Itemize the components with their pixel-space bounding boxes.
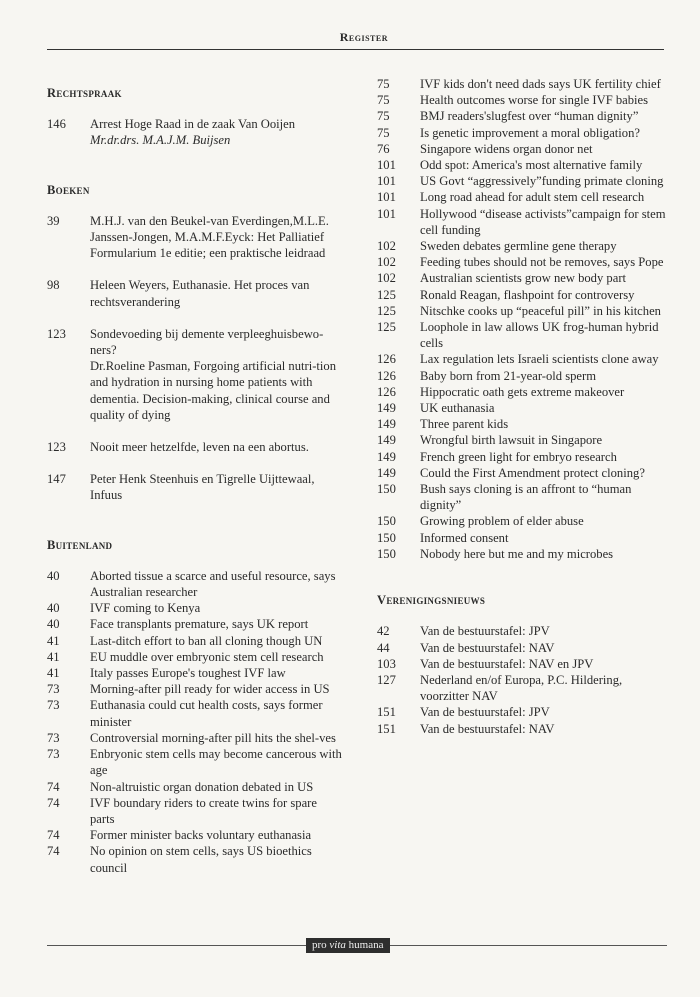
section-rechtspraak	[47, 85, 342, 149]
page-number: 101	[377, 206, 396, 221]
page-number: 42	[377, 624, 390, 639]
list-item	[377, 141, 667, 157]
page-number: 102	[377, 271, 396, 286]
header-rule	[47, 49, 664, 50]
list-item	[47, 471, 342, 503]
page-number: 146	[47, 117, 66, 132]
list-item	[377, 92, 667, 108]
page-number: 73	[47, 698, 60, 713]
page-number: 150	[377, 546, 396, 561]
section-title: Verenigingsnieuws	[377, 593, 486, 608]
entry-text	[90, 326, 342, 423]
footer-emph: vita	[329, 939, 346, 951]
entry-title: Sweden debates germline gene therapy	[420, 239, 617, 254]
entry-title: Sondevoeding bij demente verpleeghuisbewo-ners?	[90, 326, 324, 358]
section-title: Boeken	[47, 182, 90, 197]
page-number: 125	[377, 303, 396, 318]
entry-title: Odd spot: America's most alternative family	[420, 158, 643, 173]
entry-text	[420, 92, 667, 108]
entry-title: IVF kids don't need dads says UK fertility chief	[420, 77, 661, 91]
list-item	[377, 432, 667, 448]
entry-text	[420, 189, 667, 205]
entry-text	[420, 530, 667, 546]
list-item	[377, 108, 667, 124]
list-item	[377, 319, 667, 351]
footer-post: humana	[345, 939, 384, 951]
list-item	[377, 384, 667, 400]
entry-text	[420, 449, 667, 465]
list-item	[47, 649, 342, 665]
left-column	[47, 76, 342, 909]
entry-text	[420, 546, 667, 562]
entry-title: Lax regulation lets Israeli scientists clone away	[420, 352, 659, 367]
entry-text	[90, 277, 342, 309]
entry-text	[420, 108, 667, 124]
entry-text	[90, 665, 342, 681]
list-item	[377, 481, 667, 513]
entry-text	[420, 141, 667, 157]
list-item	[47, 116, 342, 148]
list-item	[377, 546, 667, 562]
list-item	[377, 656, 667, 672]
entry-text	[420, 351, 667, 367]
entry-text	[90, 795, 342, 827]
section-boeken	[47, 182, 342, 504]
entry-text	[90, 649, 342, 665]
list-item	[47, 730, 342, 746]
entry-text	[420, 238, 667, 254]
page-number: 101	[377, 190, 396, 205]
list-item	[47, 665, 342, 681]
entry-title: Nederland en/of Europa, P.C. Hildering, voorzitter NAV	[420, 672, 623, 704]
entry-title: Peter Henk Steenhuis en Tigrelle Uijttewaal, Infuus	[90, 472, 315, 503]
list-item	[377, 157, 667, 173]
entry-title: Nobody here but me and my microbes	[420, 546, 614, 561]
footer-pre: pro	[312, 939, 330, 951]
entry-text	[420, 303, 667, 319]
entry-text	[420, 640, 667, 656]
entry-text	[90, 779, 342, 795]
page-number: 73	[47, 747, 60, 762]
entry-title: Enbryonic stem cells may become cancerous with age	[90, 747, 342, 778]
page-number: 125	[377, 287, 396, 302]
page-number: 123	[47, 440, 66, 455]
page-number: 74	[47, 828, 60, 843]
list-item	[377, 238, 667, 254]
list-item	[47, 746, 342, 778]
entry-text	[420, 416, 667, 432]
entry-title: Nitschke cooks up “peaceful pill” in his kitchen	[420, 303, 661, 318]
entry-list	[47, 213, 342, 504]
section-verenigingsnieuws	[377, 592, 667, 737]
entry-text	[420, 287, 667, 303]
page-number: 75	[377, 125, 390, 140]
entry-title: Singapore widens organ donor net	[420, 141, 593, 156]
entry-text	[90, 827, 342, 843]
page-number: 74	[47, 779, 60, 794]
entry-title: Arrest Hoge Raad in de zaak Van Ooijen	[90, 117, 296, 132]
list-item	[377, 640, 667, 656]
entry-text	[420, 157, 667, 173]
list-item	[377, 125, 667, 141]
page-number: 149	[377, 433, 396, 448]
page-number: 41	[47, 666, 60, 681]
page-number: 40	[47, 568, 60, 583]
entry-title: Three parent kids	[420, 417, 509, 432]
list-item	[377, 400, 667, 416]
list-item	[377, 530, 667, 546]
list-item	[47, 568, 342, 600]
list-item	[377, 672, 667, 704]
list-item	[377, 368, 667, 384]
entry-title: Health outcomes worse for single IVF babies	[420, 93, 649, 108]
page-number: 101	[377, 174, 396, 189]
list-item	[377, 623, 667, 639]
page-number: 150	[377, 514, 396, 529]
entry-text	[420, 623, 667, 639]
entry-text	[90, 843, 342, 875]
entry-list	[377, 76, 667, 562]
entry-title: Bush says cloning is an affront to “human dignity”	[420, 482, 632, 513]
entry-text	[90, 471, 342, 503]
page-number: 39	[47, 213, 60, 228]
page-number: 126	[377, 352, 396, 367]
page-number: 126	[377, 368, 396, 383]
list-item	[47, 277, 342, 309]
entry-title: Australian scientists grow new body part	[420, 271, 627, 286]
list-item	[47, 326, 342, 423]
list-item	[377, 351, 667, 367]
list-item	[377, 287, 667, 303]
entry-title: Van de bestuurstafel: JPV	[420, 624, 550, 639]
list-item	[377, 173, 667, 189]
page-number: 40	[47, 617, 60, 632]
entry-text	[90, 730, 342, 746]
list-item	[47, 213, 342, 262]
list-item	[377, 303, 667, 319]
entry-list	[377, 623, 667, 736]
entry-subtitle: Dr.Roeline Pasman, Forgoing artificial nutri-tion and hydration in nursing home patients with dementia. Decision-making, clinical course and quality of dying	[90, 359, 337, 422]
list-item	[377, 513, 667, 529]
entry-text	[90, 616, 342, 632]
section-buitenland-continued	[377, 76, 667, 562]
list-item	[47, 843, 342, 875]
entry-title: Growing problem of elder abuse	[420, 514, 584, 529]
entry-text	[420, 173, 667, 189]
entry-text	[420, 721, 667, 737]
page-number: 151	[377, 705, 396, 720]
page-number: 101	[377, 158, 396, 173]
entry-title: IVF coming to Kenya	[90, 601, 201, 616]
page-number: 149	[377, 465, 396, 480]
entry-text	[420, 672, 667, 704]
page-number: 98	[47, 278, 60, 293]
right-column	[377, 76, 667, 737]
entry-title: Feeding tubes should not be removes, says Pope	[420, 255, 664, 270]
entry-text	[420, 319, 667, 351]
entry-text	[420, 513, 667, 529]
entry-title: Former minister backs voluntary euthanasia	[90, 828, 312, 843]
entry-title: Nooit meer hetzelfde, leven na een abortus.	[90, 440, 309, 455]
section-buitenland	[47, 537, 342, 876]
list-item	[47, 697, 342, 729]
entry-title: Is genetic improvement a moral obligation?	[420, 125, 640, 140]
entry-title: Non-altruistic organ donation debated in US	[90, 779, 314, 794]
entry-title: UK euthanasia	[420, 401, 495, 416]
entry-text	[90, 439, 342, 455]
entry-title: Heleen Weyers, Euthanasie. Het proces van rechtsverandering	[90, 278, 310, 309]
page-number: 76	[377, 141, 390, 156]
list-item	[47, 681, 342, 697]
footer-journal-name	[306, 938, 390, 953]
page-number: 151	[377, 721, 396, 736]
entry-title: Van de bestuurstafel: JPV	[420, 705, 550, 720]
page-header-title: Register	[339, 30, 388, 44]
page-number: 40	[47, 601, 60, 616]
entry-text	[420, 704, 667, 720]
list-item	[47, 439, 342, 455]
entry-text	[90, 681, 342, 697]
entry-title: Italy passes Europe's toughest IVF law	[90, 666, 286, 681]
page-number: 75	[377, 109, 390, 124]
entry-title: No opinion on stem cells, says US bioethics council	[90, 844, 312, 875]
entry-text	[420, 206, 667, 238]
list-item	[377, 206, 667, 238]
entry-title: EU muddle over embryonic stem cell research	[90, 649, 324, 664]
list-item	[377, 465, 667, 481]
page-number: 123	[47, 326, 66, 341]
entry-text	[90, 116, 342, 148]
entry-title: Last-ditch effort to ban all cloning though UN	[90, 633, 323, 648]
list-item	[47, 795, 342, 827]
entry-text	[90, 697, 342, 729]
entry-title: Van de bestuurstafel: NAV en JPV	[420, 656, 594, 671]
list-item	[377, 189, 667, 205]
entry-title: Long road ahead for adult stem cell research	[420, 190, 645, 205]
entry-title: Face transplants premature, says UK report	[90, 617, 309, 632]
list-item	[47, 633, 342, 649]
entry-text	[420, 368, 667, 384]
section-title: Rechtspraak	[47, 86, 122, 100]
page-number: 149	[377, 417, 396, 432]
entry-title: Could the First Amendment protect cloning?	[420, 465, 645, 480]
page-number: 149	[377, 401, 396, 416]
entry-text	[420, 481, 667, 513]
page-number: 150	[377, 482, 396, 497]
list-item	[377, 76, 667, 92]
page-number: 102	[377, 255, 396, 270]
page-number: 44	[377, 640, 390, 655]
entry-title: Baby born from 21-year-old sperm	[420, 368, 597, 383]
list-item	[47, 779, 342, 795]
entry-text	[90, 746, 342, 778]
entry-title: Morning-after pill ready for wider access in US	[90, 682, 330, 697]
entry-text	[420, 125, 667, 141]
list-item	[377, 416, 667, 432]
entry-title: Ronald Reagan, flashpoint for controversy	[420, 287, 635, 302]
list-item	[377, 270, 667, 286]
page-number: 125	[377, 320, 396, 335]
section-title: Buitenland	[47, 537, 113, 552]
entry-text	[90, 568, 342, 600]
list-item	[377, 449, 667, 465]
entry-text	[420, 465, 667, 481]
entry-title: French green light for embryo research	[420, 449, 617, 464]
entry-text	[420, 656, 667, 672]
entry-title: Euthanasia could cut health costs, says former minister	[90, 698, 323, 729]
entry-text	[90, 633, 342, 649]
page-number: 75	[377, 77, 390, 91]
list-item	[47, 600, 342, 616]
entry-title: Loophole in law allows UK frog-human hybrid cells	[420, 320, 659, 351]
page-number: 41	[47, 633, 60, 648]
list-item	[47, 616, 342, 632]
entry-text	[90, 600, 342, 616]
entry-text	[420, 432, 667, 448]
page-number: 103	[377, 656, 396, 671]
entry-text	[420, 400, 667, 416]
entry-text	[420, 384, 667, 400]
entry-title: Van de bestuurstafel: NAV	[420, 640, 555, 655]
page-number: 74	[47, 795, 60, 810]
page-number: 75	[377, 93, 390, 108]
entry-title: Controversial morning-after pill hits the shel-ves	[90, 730, 336, 745]
entry-list	[47, 568, 342, 876]
page-number: 41	[47, 649, 60, 664]
entry-title: US Govt “aggressively”funding primate cloning	[420, 174, 664, 189]
page-number: 150	[377, 530, 396, 545]
page-number: 74	[47, 844, 60, 859]
page-number: 127	[377, 672, 396, 687]
list-item	[47, 827, 342, 843]
page-number: 126	[377, 384, 396, 399]
entry-title: M.H.J. van den Beukel-van Everdingen,M.L.E. Janssen-Jongen, M.A.M.F.Eyck: Het Palliatief Formularium 1e editie; een praktische leidraad	[90, 213, 329, 261]
list-item	[377, 721, 667, 737]
entry-title: Van de bestuurstafel: NAV	[420, 721, 555, 736]
entry-title: Hippocratic oath gets extreme makeover	[420, 384, 625, 399]
list-item	[377, 704, 667, 720]
entry-author: Mr.dr.drs. M.A.J.M. Buijsen	[90, 133, 231, 148]
entry-title: BMJ readers'slugfest over “human dignity”	[420, 109, 639, 124]
entry-title: IVF boundary riders to create twins for spare parts	[90, 795, 317, 826]
entry-text	[420, 76, 667, 92]
entry-list	[47, 116, 342, 148]
entry-text	[420, 270, 667, 286]
page-number: 73	[47, 682, 60, 697]
entry-title: Wrongful birth lawsuit in Singapore	[420, 433, 603, 448]
page-number: 102	[377, 239, 396, 254]
page-number: 149	[377, 449, 396, 464]
entry-text	[420, 254, 667, 270]
entry-text	[90, 213, 342, 262]
page-number: 147	[47, 472, 66, 487]
entry-title: Aborted tissue a scarce and useful resource, says Australian researcher	[90, 568, 336, 600]
list-item	[377, 254, 667, 270]
entry-title: Informed consent	[420, 530, 509, 545]
page-number: 73	[47, 730, 60, 745]
entry-title: Hollywood “disease activists”campaign for stem cell funding	[420, 206, 666, 237]
